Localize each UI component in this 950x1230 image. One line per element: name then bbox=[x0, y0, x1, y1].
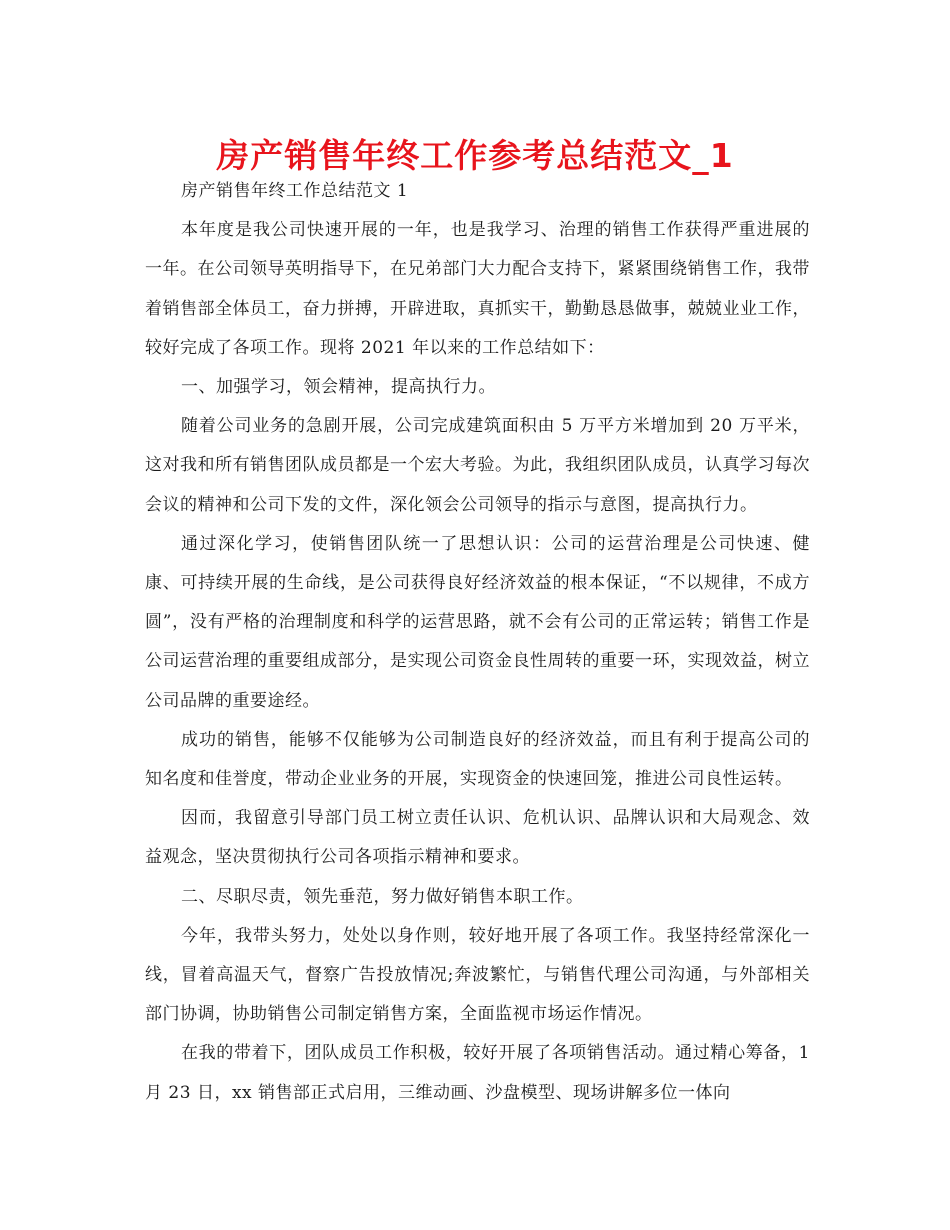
section-heading-1: 一、加强学习，领会精神，提高执行力。 bbox=[181, 377, 496, 398]
section-heading-2: 二、尽职尽责，领先垂范，努力做好销售本职工作。 bbox=[181, 886, 584, 907]
paragraph: 成功的销售，能够不仅能够为公司制造良好的经济效益，而且有利于提高公司的知名度和佳誉度，带动企业业务的开展，实现资金的快速回笼，推进公司良性运转。 bbox=[145, 729, 810, 790]
paragraph-intro: 本年度是我公司快速开展的一年，也是我学习、治理的销售工作获得严重进展的一年。在公司领导英明指导下，在兄弟部门大力配合支持下，紧紧围绕销售工作，我带着销售部全体员工，奋力拼搏，开辟进取，真抓实干，勤勤恳恳做事，兢兢业业工作，较好完成了各项工作。现将 2021 年以来的工作总结如下： bbox=[145, 220, 810, 358]
paragraph: 今年，我带头努力，处处以身作则，较好地开展了各项工作。我坚持经常深化一线，冒着高温天气，督察广告投放情况;奔波繁忙，与销售代理公司沟通，与外部相关部门协调，协助销售公司制定销售方案，全面监视市场运作情况。 bbox=[145, 925, 810, 1025]
paragraph: 随着公司业务的急剧开展，公司完成建筑面积由 5 万平方米增加到 20 万平米，这对我和所有销售团队成员都是一个宏大考验。为此，我组织团队成员，认真学习每次会议的精神和公司下发的文件，深化领会公司领导的指示与意图，提高执行力。 bbox=[145, 416, 810, 515]
paragraph: 通过深化学习，使销售团队统一了思想认识：公司的运营治理是公司快速、健康、可持续开展的生命线，是公司获得良好经济效益的根本保证，“不以规律，不成方圆”，没有严格的治理制度和科学的运营思路，就不会有公司的正常运转；销售工作是公司运营治理的重要组成部分，是实现公司资金良性周转的重要一环，实现效益，树立公司品牌的重要途经。 bbox=[145, 533, 810, 711]
document-title: 房产销售年终工作参考总结范文_1 bbox=[216, 136, 734, 175]
paragraph-subtitle: 房产销售年终工作总结范文 1 bbox=[181, 181, 409, 201]
document-body bbox=[145, 172, 810, 1113]
paragraph: 在我的带着下，团队成员工作积极，较好开展了各项销售活动。通过精心筹备，1 月 23 日，xx 销售部正式启用，三维动画、沙盘模型、现场讲解多位一体向 bbox=[145, 1043, 810, 1103]
paragraph: 因而，我留意引导部门员工树立责任认识、危机认识、品牌认识和大局观念、效益观念，坚决贯彻执行公司各项指示精神和要求。 bbox=[145, 808, 810, 868]
